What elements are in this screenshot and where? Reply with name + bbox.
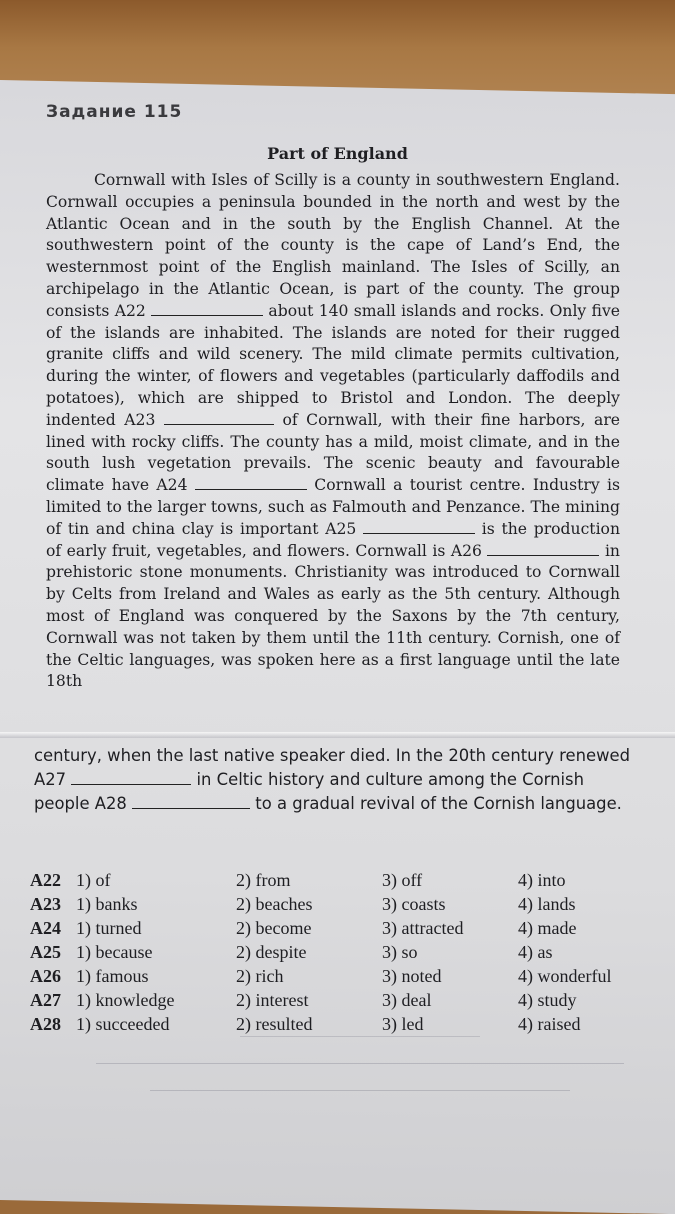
gap-label-a25: A25 (325, 519, 357, 538)
gap-blank-a28[interactable] (132, 794, 250, 809)
option-2[interactable]: 2) interest (236, 990, 309, 1010)
option-1[interactable]: 1) knowledge (76, 990, 175, 1010)
question-number: A24 (30, 918, 61, 938)
option-row-a28 (30, 1012, 650, 1036)
option-2[interactable]: 2) despite (236, 942, 307, 962)
gap-blank-a22[interactable] (151, 301, 263, 316)
option-row-a26 (30, 964, 650, 988)
question-number: A26 (30, 966, 61, 986)
option-row-a22 (30, 868, 650, 892)
question-number: A25 (30, 942, 61, 962)
option-1[interactable]: 1) of (76, 870, 111, 890)
option-row-a27 (30, 988, 650, 1012)
option-3[interactable]: 3) so (382, 942, 418, 962)
passage-part-2 (34, 744, 634, 816)
option-3[interactable]: 3) attracted (382, 918, 464, 938)
passage-text: century, when the last native speaker died. In the 20th century renewed (34, 746, 631, 765)
passage-text: about 140 small islands and rocks. Only five of the islands are inhabited. The islands are noted for their rugged granite cliffs and wild scenery. The mild climate permits cultivation, during the winter, of flowers and vegetables (particularly daffodils and potatoes), which are shipped to Bristol and London. The deeply indented (46, 301, 620, 429)
option-3[interactable]: 3) off (382, 870, 423, 890)
passage-part-1 (46, 170, 620, 693)
option-3[interactable]: 3) coasts (382, 894, 446, 914)
gap-blank-a27[interactable] (71, 770, 191, 785)
passage-text: in Celtic history and culture among the Cornish people (34, 770, 584, 813)
gap-blank-a26[interactable] (487, 541, 599, 556)
gap-blank-a23[interactable] (164, 410, 274, 425)
task-label: Задание 115 (46, 102, 183, 122)
gap-label-a22: A22 (114, 301, 146, 320)
option-3[interactable]: 3) led (382, 1014, 424, 1034)
option-1[interactable]: 1) banks (76, 894, 138, 914)
passage-text: of Cornwall, with their fine harbors, are lined with rocky cliffs. The county has a mild, moist climate, and in the south lush vegetation prevails. The scenic beauty and favourable climate have (46, 410, 621, 495)
option-row-a23 (30, 892, 650, 916)
option-4[interactable]: 4) raised (518, 1014, 581, 1034)
option-4[interactable]: 4) lands (518, 894, 576, 914)
passage-text: in prehistoric stone monuments. Christianity was introduced to Cornwall by Celts from Ireland and Wales as early as the 5th century. Although most of England was conquered by the Saxons by the 7th century, Cornwall was not taken by them until the 11th century. Cornish, one of the Celtic languages, was spoken here as a first language until the late 18th (46, 541, 620, 691)
page-title: Part of England (267, 144, 408, 163)
option-row-a24 (30, 916, 650, 940)
option-4[interactable]: 4) made (518, 918, 577, 938)
option-1[interactable]: 1) famous (76, 966, 149, 986)
passage-text: Cornwall with Isles of Scilly is a county in southwestern England. Cornwall occupies a peninsula bounded in the north and west by the Atlantic Ocean and in the south by the English Channel. At the southwestern point of the county is the cape of Land’s End, the westernmost point of the English mainland. The Isles of Scilly, an archipelago in the Atlantic Ocean, is part of the county. The group consists (46, 171, 620, 320)
passage-text: to a gradual revival of the Cornish language. (250, 794, 622, 813)
option-2[interactable]: 2) resulted (236, 1014, 313, 1034)
option-2[interactable]: 2) become (236, 918, 312, 938)
gap-label-a27: A27 (34, 770, 67, 789)
question-number: A28 (30, 1014, 61, 1034)
answer-options (30, 868, 650, 1036)
gap-label-a28: A28 (94, 794, 127, 813)
passage-text: Cornwall a tourist centre. Industry is limited to the larger towns, such as Falmouth and Penzance. The mining of tin and china clay is important (46, 476, 620, 538)
gap-label-a23: A23 (124, 410, 156, 429)
gap-blank-a25[interactable] (363, 519, 475, 534)
option-4[interactable]: 4) study (518, 990, 577, 1010)
option-1[interactable]: 1) because (76, 942, 153, 962)
question-number: A22 (30, 870, 61, 890)
option-2[interactable]: 2) beaches (236, 894, 313, 914)
option-4[interactable]: 4) into (518, 870, 566, 890)
option-3[interactable]: 3) deal (382, 990, 432, 1010)
option-2[interactable]: 2) rich (236, 966, 284, 986)
option-4[interactable]: 4) as (518, 942, 553, 962)
show-through-text (60, 1036, 660, 1117)
option-2[interactable]: 2) from (236, 870, 291, 890)
page-fold (0, 732, 675, 738)
question-number: A27 (30, 990, 61, 1010)
passage-text: is the production of early fruit, vegetables, and flowers. Cornwall is (46, 519, 620, 560)
option-3[interactable]: 3) noted (382, 966, 442, 986)
gap-blank-a24[interactable] (195, 475, 307, 490)
gap-label-a26: A26 (450, 541, 482, 560)
gap-label-a24: A24 (156, 476, 188, 495)
worksheet-page (0, 84, 675, 1194)
option-1[interactable]: 1) succeeded (76, 1014, 170, 1034)
option-row-a25 (30, 940, 650, 964)
option-1[interactable]: 1) turned (76, 918, 142, 938)
question-number: A23 (30, 894, 61, 914)
option-4[interactable]: 4) wonderful (518, 966, 612, 986)
